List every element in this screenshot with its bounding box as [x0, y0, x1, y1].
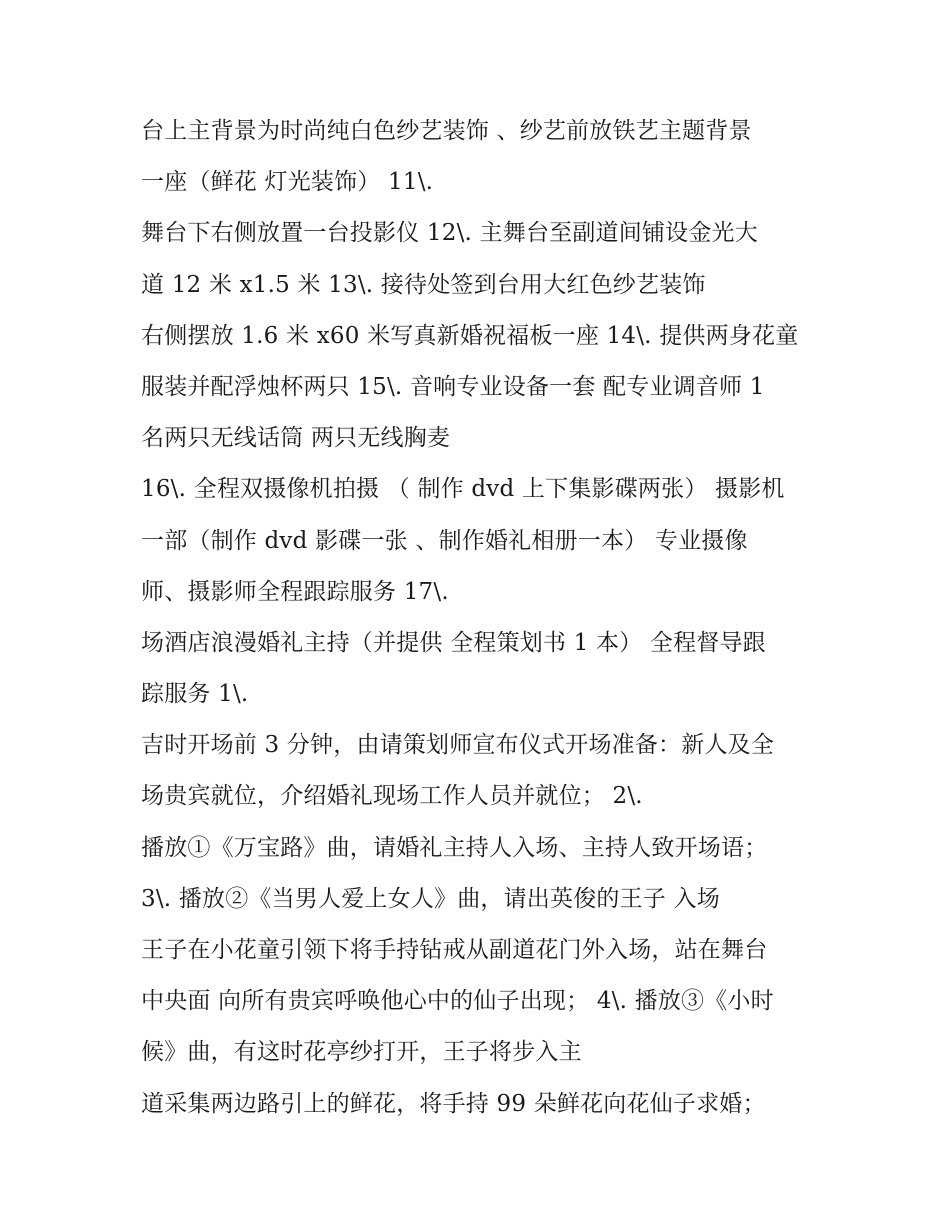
text-line: 服装并配浮烛杯两只 15\. 音响专业设备一套 配专业调音师 1	[141, 373, 765, 400]
document-body	[141, 106, 821, 1130]
text-line: 吉时开场前 3 分钟，由请策划师宣布仪式开场准备：新人及全	[141, 732, 775, 759]
text-line: 名两只无线话筒 两只无线胸麦	[141, 425, 451, 452]
text-line: 一座（鲜花 灯光装饰） 11\.	[141, 169, 434, 196]
text-line: 道 12 米 x1.5 米 13\. 接待处签到台用大红色纱艺装饰	[141, 271, 706, 298]
text-line: 播放①《万宝路》曲，请婚礼主持人入场、主持人致开场语；	[141, 834, 768, 861]
text-line: 道采集两边路引上的鲜花，将手持 99 朵鲜花向花仙子求婚；	[141, 1090, 766, 1117]
text-line: 踪服务 1\.	[141, 681, 249, 708]
text-line: 王子在小花童引领下将手持钻戒从副道花门外入场，站在舞台	[141, 937, 768, 963]
text-line: 场贵宾就位，介绍婚礼现场工作人员并就位； 2\.	[141, 783, 643, 810]
text-line: 舞台下右侧放置一台投影仪 12\. 主舞台至副道间铺设金光大	[141, 220, 758, 247]
text-line: 16\. 全程双摄像机拍摄 （ 制作 dvd 上下集影碟两张） 摄影机	[141, 476, 785, 503]
text-line: 台上主背景为时尚纯白色纱艺装饰 、纱艺前放铁艺主题背景	[141, 118, 752, 144]
text-line: 师、摄影师全程跟踪服务 17\.	[141, 578, 449, 605]
text-line: 一部（制作 dvd 影碟一张 、制作婚礼相册一本） 专业摄像	[141, 527, 748, 554]
text-line: 中央面 向所有贵宾呼唤他心中的仙子出现； 4\. 播放③《小时	[141, 988, 774, 1015]
text-line: 3\. 播放②《当男人爱上女人》曲，请出英俊的王子 入场	[141, 885, 720, 912]
text-line: 场酒店浪漫婚礼主持（并提供 全程策划书 1 本） 全程督导跟	[141, 629, 766, 656]
text-line: 候》曲，有这时花亭纱打开，王子将步入主	[141, 1039, 582, 1066]
text-line: 右侧摆放 1.6 米 x60 米写真新婚祝福板一座 14\. 提供两身花童	[141, 322, 799, 349]
